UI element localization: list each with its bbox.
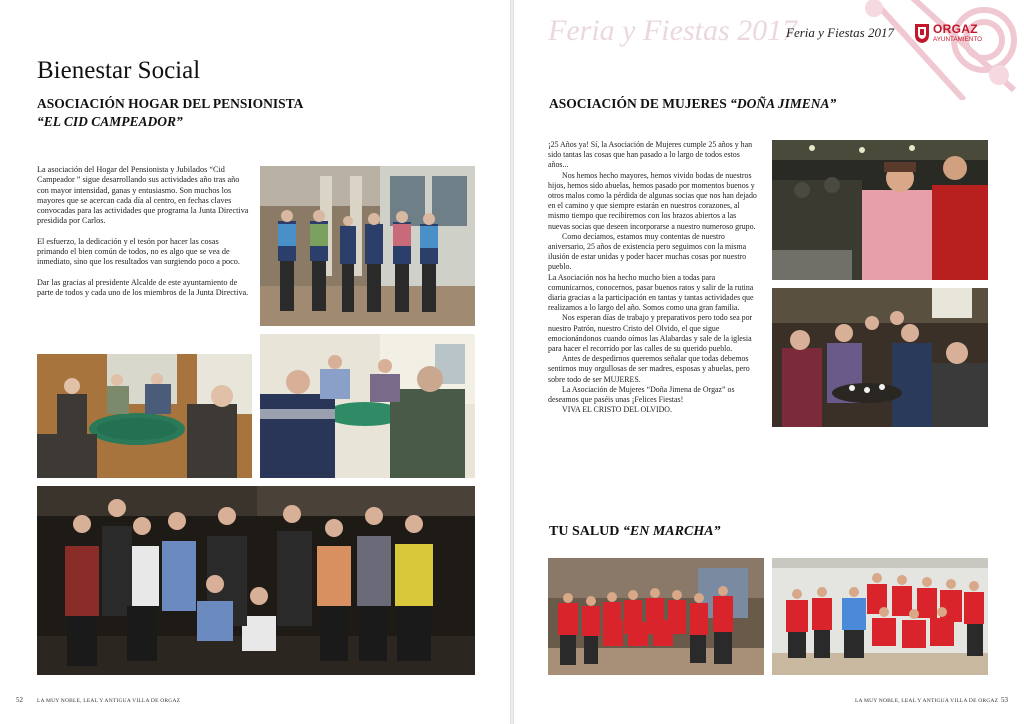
page-number-right: 53 xyxy=(1001,696,1008,704)
article-heading-line1: ASOCIACIÓN HOGAR DEL PENSIONISTA xyxy=(37,96,304,111)
photo-card-game-2 xyxy=(260,334,475,478)
photo-group-night xyxy=(37,486,475,675)
header-watermark: Feria y Fiestas 2017 xyxy=(548,14,798,47)
heading-plain: TU SALUD xyxy=(549,524,623,539)
paragraph: La asociación del Hogar del Pensionista y Jubilados “Cid Campeador ” sigue desarrollando sus actividades año tras año con mayor intensidad, ganas y entusiasmo. Son muchos los mayores que se acercan cada día al centro, en fechas claves convocadas para las actividades que programa la Junta Directiva presidida por Carlos. xyxy=(37,165,249,226)
right-page xyxy=(514,0,1024,724)
photo-group-outdoor xyxy=(260,166,475,326)
photo-women-event-2 xyxy=(772,288,988,427)
logo-name: ORGAZ xyxy=(933,22,978,36)
photo-card-game-1 xyxy=(37,354,252,478)
paragraph: Dar las gracias al presidente Alcalde de este ayuntamiento de parte de todos y cada uno de los miembros de la Junta Directiva. xyxy=(37,277,249,297)
paragraph: La Asociación nos ha hecho mucho bien a todas para comunicarnos, conocernos, pasar buenos ratos y salir de la rutina diaria gracias a la participación en tantas y tantas actividades que realizamos a lo largo del año. Somos como una gran familia. xyxy=(548,272,754,313)
article-body-mujeres xyxy=(548,140,758,415)
coat-of-arms-icon xyxy=(914,22,930,44)
paragraph: Antes de despedirnos queremos señalar que todas debemos sentirnos muy orgullosas de ser madres, esposas y abuelas, pero sobre todo de ser MUJERES. xyxy=(548,354,750,384)
heading-italic: “EN MARCHA” xyxy=(622,524,721,539)
footer-left: LA MUY NOBLE, LEAL Y ANTIGUA VILLA DE ORGAZ xyxy=(37,698,181,704)
paragraph: El esfuerzo, la dedicación y el tesón por hacer las cosas primando el bien común de todos, no es algo que se vea de inmediato, sino que los resultados van surgiendo poco a poco. xyxy=(37,236,240,267)
section-title: Bienestar Social xyxy=(37,57,201,84)
paragraph: ¡25 Años ya! Sí, la Asociación de Mujeres cumple 25 años y han sido tantas las cosas que han pasado a lo largo de todos estos años... xyxy=(548,140,753,170)
page-number-left: 52 xyxy=(16,696,23,704)
article-heading-salud xyxy=(549,524,721,540)
article-heading-line2: “EL CID CAMPEADOR” xyxy=(37,114,183,129)
emblem-watermark xyxy=(844,0,1024,100)
left-page xyxy=(0,0,510,724)
footer-right: LA MUY NOBLE, LEAL Y ANTIGUA VILLA DE ORGAZ xyxy=(855,698,999,704)
photo-salud-group-2 xyxy=(772,558,988,675)
heading-italic: “DOÑA JIMENA” xyxy=(730,96,837,111)
paragraph: Como decíamos, estamos muy contentas de nuestro aniversario, 25 años de existencia pero seguimos con la misma ilusión de estar unidas y poder hacer muchas cosas por nuestro pueblo. xyxy=(548,231,747,272)
article-heading-mujeres xyxy=(549,96,836,112)
article-body xyxy=(37,165,251,298)
paragraph: Nos esperan días de trabajo y preparativos pero todo sea por nuestro Patrón, nuestro Cristo del Olvido, el que sigue emocionándonos cuando oímos las Alabardas y sale de la iglesia para hacer el recorrido por las calles de su querido pueblo. xyxy=(548,313,753,354)
header-title: Feria y Fiestas 2017 xyxy=(786,25,894,40)
orgaz-logo xyxy=(914,22,994,48)
logo-subtitle: AYUNTAMIENTO xyxy=(933,36,982,43)
heading-plain: ASOCIACIÓN DE MUJERES xyxy=(549,96,731,111)
paragraph: La Asociación de Mujeres “Doña Jimena de Orgaz” os deseamos que paséis unas ¡Felices Fiestas! xyxy=(548,384,735,405)
photo-salud-group-1 xyxy=(548,558,764,675)
paragraph: Nos hemos hecho mayores, hemos vivido bodas de nuestros hijos, hemos sido abuelas, hemos pasado por momentos buenos y otros malos como la pérdida de algunas socias que nos han dejado en el camino y que siempre estarán en nuestros corazones, al mismo tiempo que recibiremos con los brazos abiertos a las nuevas socias que deseen incorporarse a nuestro numeroso grupo. xyxy=(548,170,757,231)
paragraph: VIVA EL CRISTO DEL OLVIDO. xyxy=(562,405,672,415)
photo-women-event-1 xyxy=(772,140,988,280)
